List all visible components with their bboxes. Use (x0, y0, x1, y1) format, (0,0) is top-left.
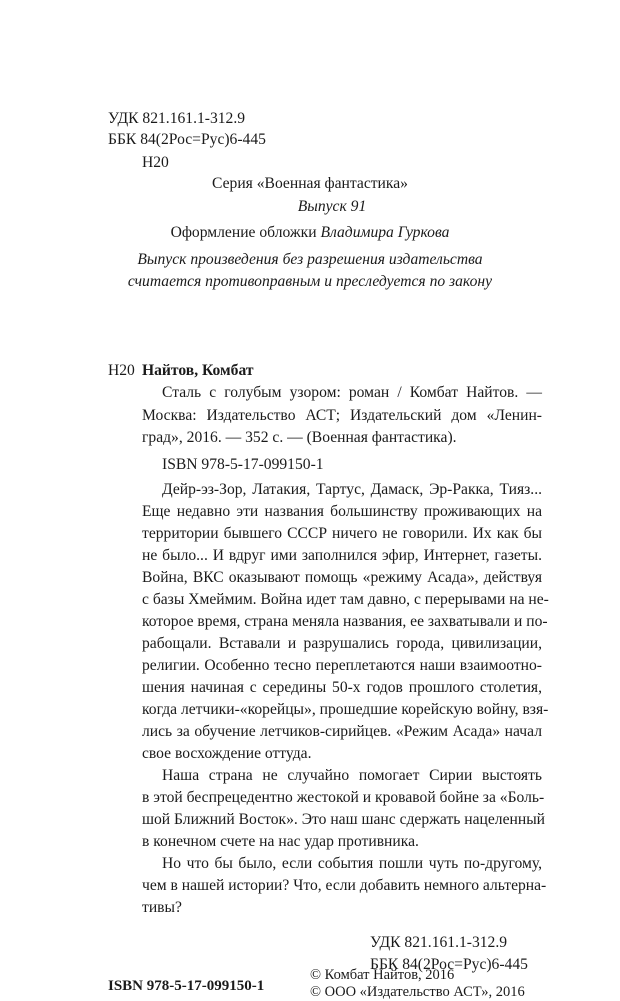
cover-designer-name: Владимира Гуркова (320, 224, 450, 241)
annotation-line: свое восхождение оттуда. (142, 745, 312, 762)
cover-design-credit (0, 225, 620, 241)
header-author-mark: Н20 (142, 154, 169, 171)
annotation-line: лись за обучение летчиков-сирийцев. «Режим Асада» начал (142, 723, 542, 740)
annotation-line: Война, ВКС оказывают помощь «режиму Асада», действуя (142, 569, 542, 586)
series-line: Серия «Военная фантастика» (212, 175, 408, 192)
annotation-line: Дейр-эз-Зор, Латакия, Тартус, Дамаск, Эр-Ракка, Тияз... (162, 481, 542, 498)
catalog-mark: Н20 (108, 362, 135, 379)
annotation-line: в этой беспрецедентно жестокой и кровавой бойне за «Боль- (142, 789, 545, 806)
legal-notice-line-1: Выпуск произведения без разрешения издательства (137, 251, 483, 268)
catalog-description-line-1: Сталь с голубым узором: роман / Комбат Найтов. — (162, 384, 542, 401)
header-udk: УДК 821.161.1-312.9 (108, 110, 246, 127)
header-bbk: ББК 84(2Рос=Рус)6-445 (108, 131, 266, 148)
annotation-line: не было... И вдруг ими заполнился эфир, Интернет, газеты. (142, 547, 542, 564)
cover-design-label: Оформление обложки (170, 224, 321, 241)
annotation-line: рабощали. Вставали и разрушались города, цивилизации, (142, 635, 542, 652)
footer-bbk: ББК 84(2Рос=Рус)6-445 (370, 956, 528, 973)
footer-copyright-publisher: © ООО «Издательство АСТ», 2016 (310, 984, 525, 1000)
annotation-line: шой Ближний Восток». Это наш шанс сдержать нацеленный (142, 811, 546, 828)
annotation-line: территории бывшего СССР ничего не говорили. Их как бы (142, 525, 542, 542)
annotation-line: Но что бы было, если события пошли чуть по-другому, (162, 855, 542, 872)
annotation-line: чем в нашей истории? Что, если добавить немного альтерна- (142, 877, 547, 894)
annotation-line: Еще недавно эти названия большинству проживающих на (142, 503, 542, 520)
annotation-line: Наша страна не случайно помогает Сирии выстоять (162, 767, 542, 784)
series-issue: Выпуск 91 (297, 198, 367, 215)
annotation-line: религии. Особенно тесно переплетаются наши взаимоотно- (142, 657, 542, 674)
annotation-line: тивы? (142, 899, 182, 916)
catalog-isbn: ISBN 978-5-17-099150-1 (162, 456, 324, 473)
annotation-line: которое время, страна меняла названия, ее захватывали и по- (142, 613, 548, 630)
footer-copyright-author: © Комбат Найтов, 2016 (310, 967, 455, 983)
footer-udk: УДК 821.161.1-312.9 (370, 934, 508, 951)
footer-isbn: ISBN 978-5-17-099150-1 (108, 978, 265, 994)
annotation-line: когда летчики-«корейцы», прошедшие корейскую войну, взя- (142, 701, 549, 718)
legal-notice-line-2: считается противоправным и преследуется по закону (127, 273, 493, 290)
catalog-author: Найтов, Комбат (142, 362, 254, 379)
annotation-line: с базы Хмеймим. Война идет там давно, с перерывами на не- (142, 591, 549, 608)
catalog-description-line-3: град», 2016. — 352 с. — (Военная фантастика). (142, 429, 457, 446)
annotation-line: в конечном счете на нас удар противника. (142, 833, 419, 850)
catalog-description-line-2: Москва: Издательство АСТ; Издательский дом «Ленин- (142, 407, 542, 424)
annotation-line: шения начиная с середины 50-х годов прошлого столетия, (142, 679, 542, 696)
